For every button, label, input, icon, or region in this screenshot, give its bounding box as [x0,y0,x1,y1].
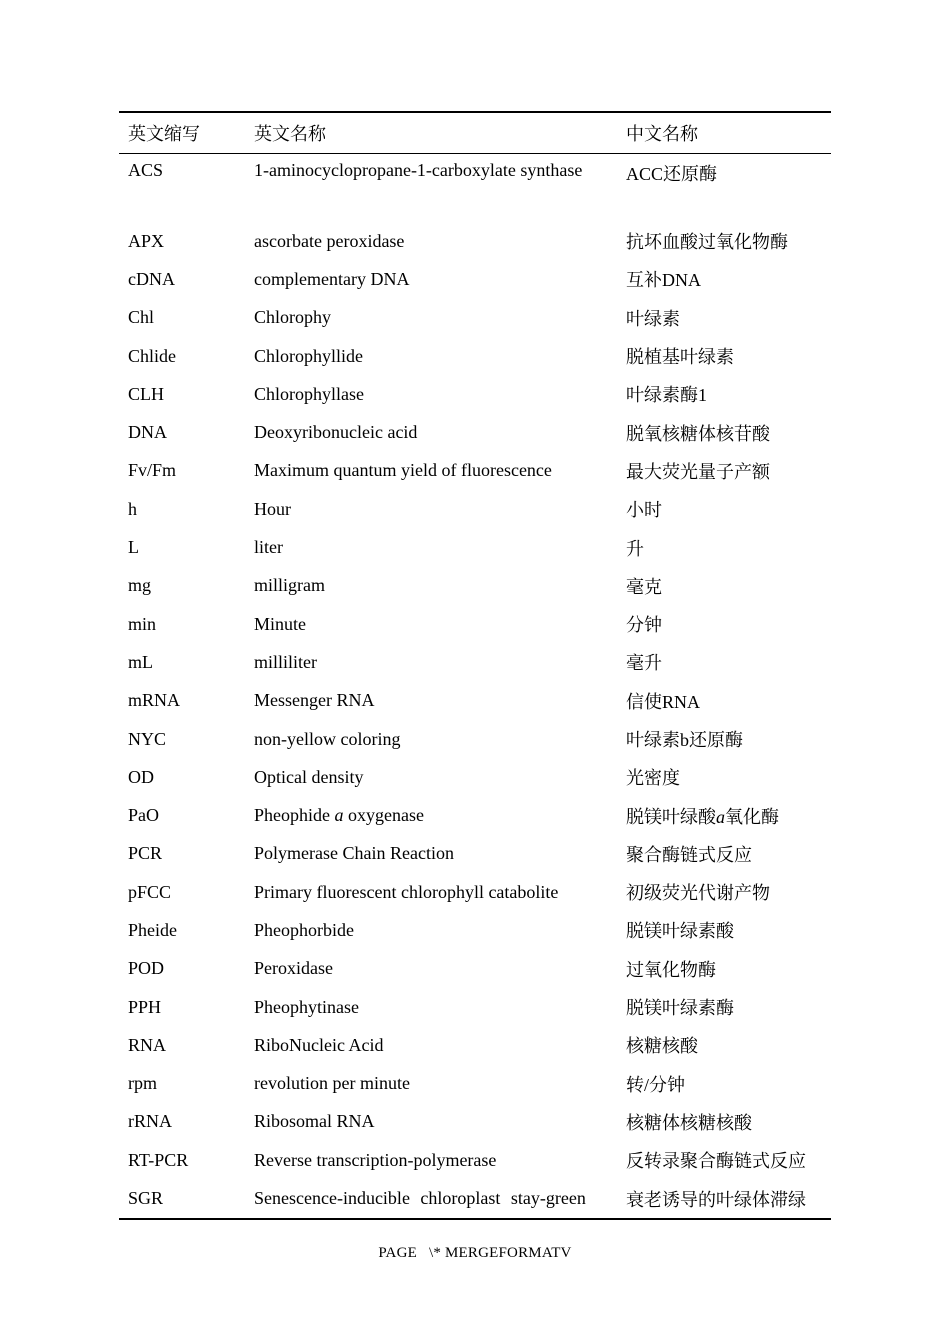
table-row [119,222,831,260]
abbreviation-cell: Fv/Fm [128,460,177,481]
english-name-cell [245,652,617,673]
table-row [119,911,831,949]
table-row [119,299,831,337]
english-name-cell [245,160,617,181]
abbreviation-cell: PPH [128,996,162,1017]
english-name-cell [245,805,617,826]
abbreviation-cell: NYC [128,728,167,749]
table-row [119,375,831,413]
english-text: revolution per minute [254,1073,410,1094]
table-row [119,1026,831,1064]
abbreviation-cell: h [128,498,137,519]
chinese-text: 初级荧光代谢产物 [626,883,770,904]
chinese-name-cell [617,535,831,561]
table-row [119,758,831,796]
abbreviation-cell: mg [128,575,152,596]
chinese-name-cell [617,764,831,790]
chinese-text: 脱氧核糖体核苷酸 [626,423,770,444]
chinese-text: 光密度 [626,768,680,789]
footer-field-code: \* MERGEFORMATV [428,1245,572,1261]
chinese-name-cell [617,879,831,905]
abbreviation-cell: mRNA [128,690,181,711]
table-row [119,337,831,375]
english-name-cell [245,1150,617,1171]
chinese-name-cell [617,496,831,522]
table-row [119,1179,831,1217]
english-text: Deoxyribonucleic acid [254,422,418,443]
english-text: Polymerase Chain Reaction [254,843,454,864]
english-name-cell [245,1188,617,1209]
abbreviation-cell: Chlide [128,345,176,366]
header-english-name: 英文名称 [254,124,326,144]
chinese-name-cell [617,573,831,599]
chinese-text: 脱镁叶绿素酸 [626,921,734,942]
abbreviation-cell: ACS [128,160,164,180]
table-row [119,796,831,834]
english-name-cell [245,537,617,558]
abbreviation-cell: cDNA [128,268,175,289]
abbreviation-cell: L [128,537,139,558]
chinese-name-cell [617,266,831,292]
chinese-name-cell [617,420,831,446]
chinese-text: 抗坏血酸过氧化物酶 [626,232,788,253]
abbreviation-cell: Chl [128,307,155,328]
english-name-cell [245,231,617,252]
abbreviation-cell: pFCC [128,881,172,902]
chinese-name-cell [617,803,831,829]
abbreviation-cell: PCR [128,843,163,864]
chinese-name-cell [617,956,831,982]
chinese-text: 过氧化物酶 [626,959,716,980]
table-row [119,1065,831,1103]
abbreviation-cell: DNA [128,422,167,443]
chinese-name-cell [617,841,831,867]
header-abbreviation: 英文缩写 [128,124,200,144]
chinese-text: 分钟 [626,615,662,636]
chinese-text: 最大荧光量子产额 [626,461,770,482]
table-row [119,605,831,643]
abbreviation-cell: rRNA [128,1111,172,1132]
english-name-cell [245,690,617,711]
english-text: milliliter [254,651,317,672]
english-name-cell [245,460,617,481]
table-row [119,720,831,758]
english-text: 1-aminocyclopropane-1-carboxylate synthase [254,160,583,180]
chinese-text: 反转录聚合酶链式反应 [626,1151,806,1172]
english-text: Pheophorbide [254,919,354,940]
table-row [119,835,831,873]
table-row [119,260,831,298]
chinese-name-cell [617,1032,831,1058]
english-name-cell [245,882,617,903]
table-header [119,113,831,154]
chinese-text: 小时 [626,500,662,521]
english-name-cell [245,843,617,864]
english-text: Primary fluorescent chlorophyll catabolite [254,881,559,902]
table-body [119,154,831,1218]
chinese-name-cell [617,1147,831,1173]
chinese-name-cell [617,343,831,369]
chinese-text: ACC还原酶 [626,164,718,184]
chinese-name-cell [617,305,831,331]
table-row [119,154,831,222]
english-name-cell [245,422,617,443]
table-row [119,1141,831,1179]
english-text: Hour [254,498,291,519]
english-text: ascorbate peroxidase [254,230,405,251]
table-row [119,988,831,1026]
chinese-text: 毫升 [626,653,662,674]
english-text: Ribosomal RNA [254,1111,375,1132]
chinese-text: 脱镁叶绿素酶 [626,998,734,1019]
english-text: Messenger RNA [254,690,375,711]
page-footer [0,1245,950,1262]
abbreviation-table [119,111,831,1220]
chinese-name-cell [617,994,831,1020]
english-text: complementary DNA [254,268,410,289]
english-text: Chlorophyllase [254,383,364,404]
table-row [119,490,831,528]
header-chinese-name: 中文名称 [626,124,698,144]
chinese-name-cell [617,1071,831,1097]
table-row [119,643,831,681]
english-text: oxygenase [343,805,424,826]
english-text: non-yellow coloring [254,728,401,749]
chinese-text: 脱植基叶绿素 [626,347,734,368]
abbreviation-cell: PaO [128,805,159,826]
english-text: Minute [254,613,306,634]
chinese-text: 信使RNA [626,691,701,712]
abbreviation-cell: OD [128,766,154,787]
english-text: Pheophide [254,805,335,826]
chinese-text: 氧化酶 [725,806,779,827]
abbreviation-cell: rpm [128,1073,157,1094]
table-row [119,1103,831,1141]
english-name-cell [245,499,617,520]
chinese-text: 转/分钟 [626,1074,686,1095]
english-text: Chlorophy [254,307,332,328]
table-row [119,413,831,451]
chinese-name-cell [617,611,831,637]
english-text: milligram [254,575,325,596]
english-text: Maximum quantum yield of fluorescence [254,460,552,481]
chinese-text: 脱镁叶绿酸 [626,806,716,827]
chinese-name-cell [617,160,831,186]
english-text: Peroxidase [254,958,333,979]
table-row [119,567,831,605]
table-row [119,528,831,566]
italic-term: a [716,806,725,827]
chinese-text: 叶绿素酶1 [626,385,707,406]
abbreviation-cell: POD [128,958,165,979]
english-text: liter [254,537,283,558]
chinese-text: 核糖体核糖核酸 [626,1112,752,1133]
chinese-text: 核糖核酸 [626,1036,698,1057]
abbreviation-cell: RT-PCR [128,1149,189,1170]
english-name-cell [245,575,617,596]
chinese-text: 衰老诱导的叶绿体滞绿 [626,1189,806,1210]
chinese-text: 聚合酶链式反应 [626,844,752,865]
chinese-text: 叶绿素 [626,308,680,329]
abbreviation-cell: min [128,613,157,634]
table-row [119,452,831,490]
english-text: Pheophytinase [254,996,359,1017]
chinese-text: 互补DNA [626,270,701,291]
english-name-cell [245,729,617,750]
english-text: Senescence-inducible chloroplast stay-green [254,1188,586,1209]
abbreviation-cell: mL [128,651,153,672]
chinese-name-cell [617,1109,831,1135]
abbreviation-cell: Pheide [128,919,177,940]
english-text: Optical density [254,766,364,787]
english-text: RiboNucleic Acid [254,1034,384,1055]
chinese-text: 叶绿素b还原酶 [626,730,743,750]
english-name-cell [245,346,617,367]
english-name-cell [245,269,617,290]
english-name-cell [245,1035,617,1056]
abbreviation-cell: SGR [128,1188,164,1209]
chinese-name-cell [617,917,831,943]
table-row [119,682,831,720]
abbreviation-cell: CLH [128,383,164,404]
english-name-cell [245,1111,617,1132]
chinese-name-cell [617,381,831,407]
table-row [119,950,831,988]
english-name-cell [245,1073,617,1094]
english-name-cell [245,958,617,979]
chinese-text: 升 [626,538,644,559]
english-name-cell [245,307,617,328]
english-name-cell [245,997,617,1018]
chinese-name-cell [617,688,831,714]
chinese-name-cell [617,228,831,254]
english-name-cell [245,384,617,405]
chinese-name-cell [617,458,831,484]
chinese-name-cell [617,1186,831,1212]
abbreviation-cell: APX [128,230,165,251]
english-name-cell [245,767,617,788]
chinese-name-cell [617,726,831,752]
chinese-name-cell [617,649,831,675]
abbreviation-cell: RNA [128,1034,167,1055]
english-name-cell [245,920,617,941]
chinese-text: 毫克 [626,576,662,597]
italic-term: a [334,805,344,826]
footer-page-label: PAGE [378,1245,417,1261]
table-row [119,873,831,911]
english-text: Chlorophyllide [254,345,363,366]
english-text: Reverse transcription-polymerase [254,1149,497,1170]
english-name-cell [245,614,617,635]
